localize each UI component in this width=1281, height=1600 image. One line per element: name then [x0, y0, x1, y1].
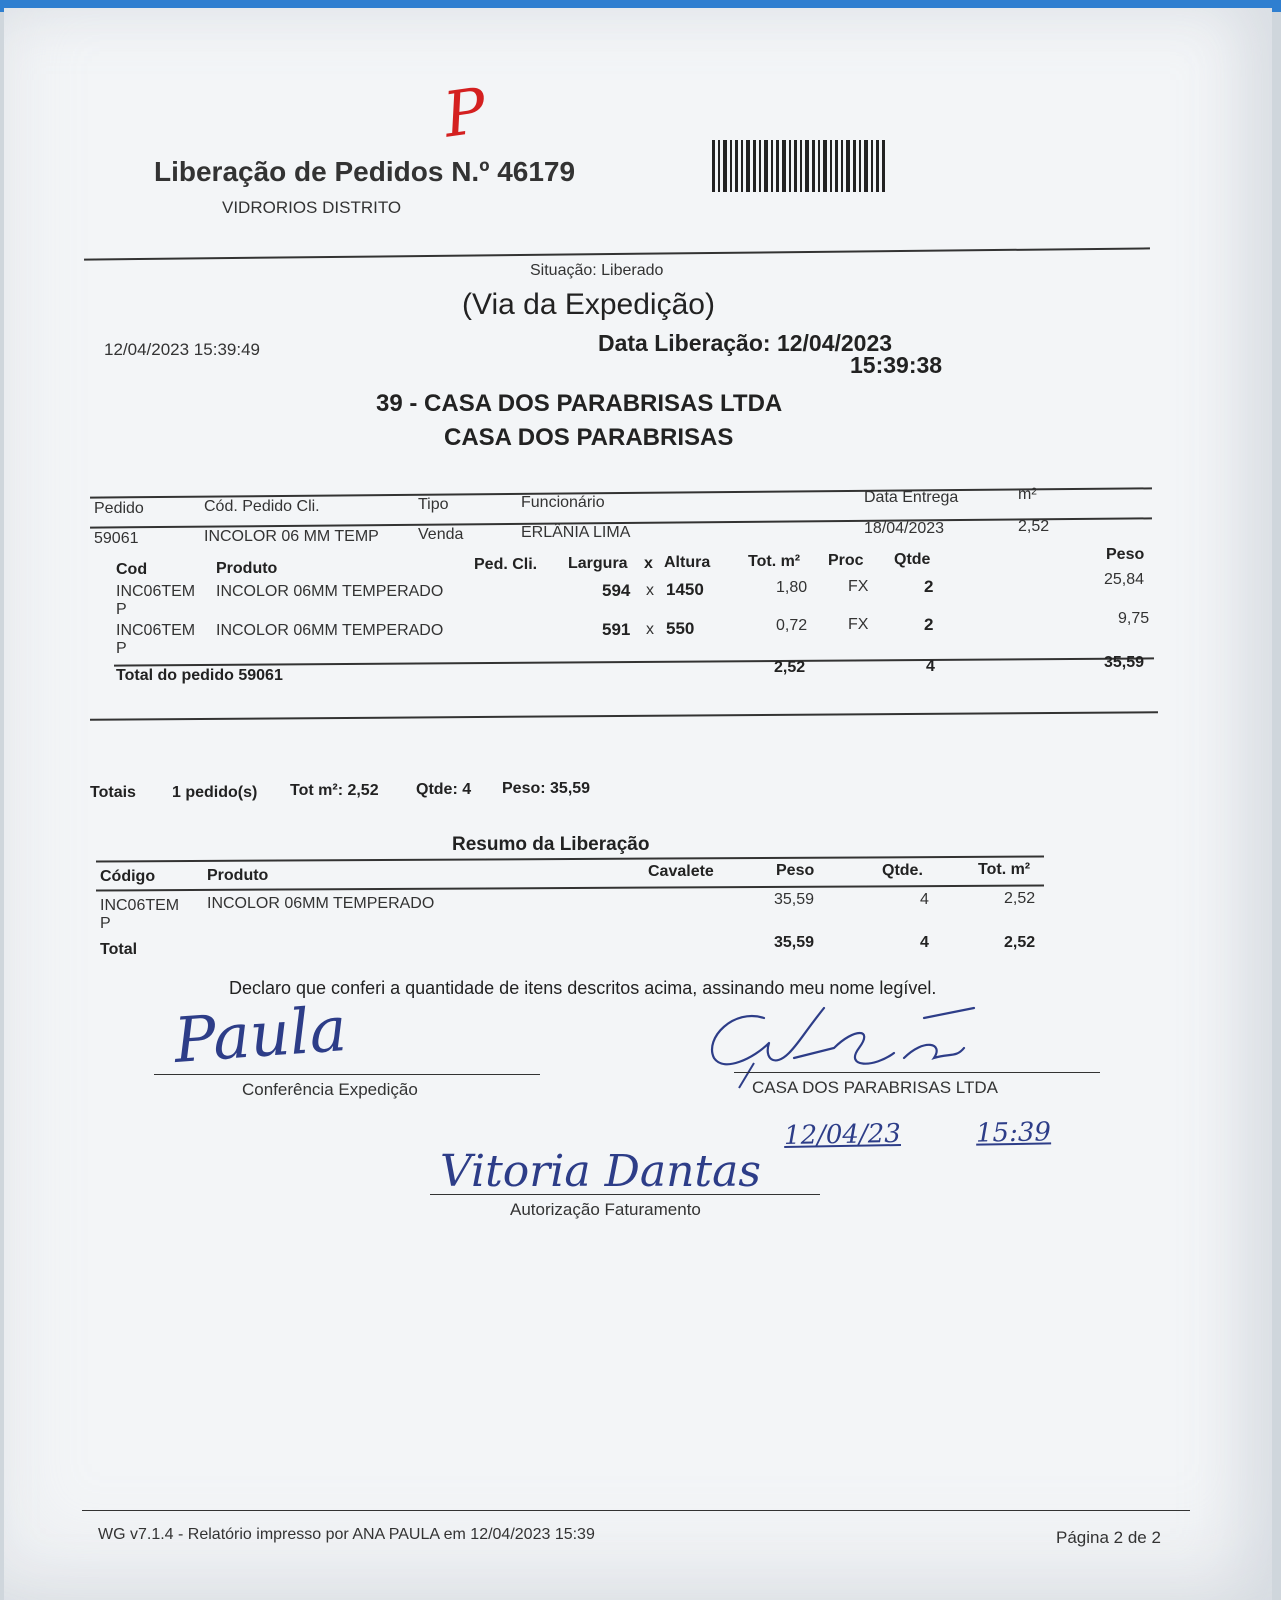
release-time: 15:39:38 — [850, 352, 943, 378]
footer-report-info: WG v7.1.4 - Relatório impresso por ANA PAULA em 12/04/2023 15:39 — [98, 1526, 595, 1543]
order-data-entrega: 18/04/2023 — [864, 520, 945, 537]
summary-col-cavalete: Cavalete — [648, 863, 714, 880]
order-m2: 2,52 — [1018, 518, 1050, 535]
item-qtde: 2 — [924, 615, 934, 634]
item-x: x — [646, 582, 654, 599]
item-code: INC06TEM — [116, 622, 196, 639]
item-largura: 591 — [602, 620, 631, 639]
signature-line — [154, 1074, 540, 1075]
page-title: Liberação de Pedidos N.º 46179 — [154, 156, 576, 187]
order-funcionario: ERLÂNIA LIMA — [521, 524, 631, 541]
client-short-name: CASA DOS PARABRISAS — [444, 424, 734, 451]
order-total-m2: 2,52 — [774, 659, 806, 676]
totals-peso: Peso: 35,59 — [502, 780, 591, 797]
divider — [84, 247, 1150, 260]
item-tot-m2: 0,72 — [776, 617, 808, 634]
order-tipo: Venda — [418, 526, 464, 543]
client-signature-label: CASA DOS PARABRISAS LTDA — [752, 1078, 998, 1097]
col-m2: m² — [1018, 486, 1037, 503]
col-tot-m2: Tot. m² — [748, 553, 801, 570]
conferencia-label: Conferência Expedição — [242, 1080, 418, 1099]
release-date: Data Liberação: 12/04/2023 — [598, 330, 893, 356]
col-tipo: Tipo — [418, 496, 449, 513]
divider — [90, 711, 1158, 720]
summary-peso: 35,59 — [774, 891, 815, 908]
item-altura: 1450 — [666, 580, 704, 599]
item-code-cont: P — [116, 640, 127, 657]
item-product: INCOLOR 06MM TEMPERADO — [216, 622, 444, 639]
red-mark: P — [439, 73, 491, 152]
summary-col-tot-m2: Tot. m² — [978, 861, 1031, 878]
col-cod-pedido-cli: Cód. Pedido Cli. — [204, 498, 320, 515]
summary-total-peso: 35,59 — [774, 934, 815, 951]
footer-divider — [82, 1510, 1190, 1511]
status-text: Situação: Liberado — [530, 262, 664, 279]
table-divider — [90, 487, 1152, 498]
order-total-label: Total do pedido 59061 — [116, 667, 283, 684]
order-total-qtde: 4 — [926, 658, 935, 675]
col-funcionario: Funcionário — [521, 494, 605, 511]
col-peso: Peso — [1106, 546, 1145, 563]
signature-line — [734, 1072, 1100, 1073]
item-tot-m2: 1,80 — [776, 579, 808, 596]
col-data-entrega: Data Entrega — [864, 489, 959, 506]
totals-label: Totais — [90, 784, 136, 801]
subtotal-divider — [114, 657, 1154, 666]
col-produto: Produto — [216, 560, 278, 577]
item-qtde: 2 — [924, 577, 934, 596]
summary-code-cont: P — [100, 915, 111, 932]
col-proc: Proc — [828, 552, 864, 569]
summary-tot-m2: 2,52 — [1004, 890, 1036, 907]
summary-total-tot-m2: 2,52 — [1004, 934, 1036, 951]
summary-code: INC06TEM — [100, 897, 180, 914]
totals-m2: Tot m²: 2,52 — [290, 782, 379, 799]
totals-qtde: Qtde: 4 — [416, 781, 472, 798]
item-peso: 9,75 — [1118, 610, 1150, 627]
col-pedido: Pedido — [94, 500, 144, 517]
company-name: VIDRORIOS DISTRITO — [222, 198, 402, 217]
summary-header-divider — [96, 885, 1044, 892]
col-ped-cli: Ped. Cli. — [474, 556, 538, 573]
item-proc: FX — [848, 616, 869, 633]
summary-col-qtde: Qtde. — [882, 862, 923, 879]
col-largura: Largura — [568, 555, 628, 572]
item-code-cont: P — [116, 601, 127, 618]
item-proc: FX — [848, 578, 869, 595]
order-total-peso: 35,59 — [1104, 654, 1145, 671]
order-number: 59061 — [94, 530, 139, 547]
summary-total-label: Total — [100, 941, 138, 958]
via-label: (Via da Expedição) — [462, 288, 715, 321]
col-qtde: Qtde — [894, 551, 931, 568]
signature-vitoria: Vitoria Dantas — [440, 1146, 761, 1197]
summary-title: Resumo da Liberação — [452, 834, 650, 855]
totals-pedidos: 1 pedido(s) — [172, 784, 258, 801]
order-cod-cli: INCOLOR 06 MM TEMP — [204, 528, 379, 545]
autorizacao-label: Autorização Faturamento — [510, 1200, 701, 1219]
item-code: INC06TEM — [116, 583, 196, 600]
barcode — [712, 140, 888, 192]
item-altura: 550 — [666, 619, 695, 638]
signature-line — [430, 1194, 820, 1195]
col-altura: Altura — [664, 554, 711, 571]
client-name: 39 - CASA DOS PARABRISAS LTDA — [376, 390, 783, 417]
handwritten-date: 12/04/23 — [783, 1118, 902, 1152]
summary-col-produto: Produto — [207, 867, 269, 884]
document-page — [4, 8, 1272, 1600]
item-peso: 25,84 — [1104, 571, 1145, 588]
col-x: x — [644, 555, 653, 572]
signature-paula: Paula — [171, 992, 349, 1077]
summary-product: INCOLOR 06MM TEMPERADO — [207, 895, 435, 912]
item-product: INCOLOR 06MM TEMPERADO — [216, 583, 444, 600]
printed-timestamp: 12/04/2023 15:39:49 — [104, 340, 260, 359]
declaration-text: Declaro que conferi a quantidade de itens descritos acima, assinando meu nome legível. — [229, 978, 937, 998]
item-x: x — [646, 621, 654, 638]
handwritten-time: 15:39 — [975, 1117, 1052, 1149]
page-number: Página 2 de 2 — [1056, 1528, 1161, 1547]
item-largura: 594 — [602, 581, 631, 600]
summary-qtde: 4 — [920, 891, 929, 908]
summary-col-codigo: Código — [100, 868, 156, 885]
col-cod: Cod — [116, 561, 148, 578]
summary-col-peso: Peso — [776, 862, 815, 879]
summary-total-qtde: 4 — [920, 934, 929, 951]
